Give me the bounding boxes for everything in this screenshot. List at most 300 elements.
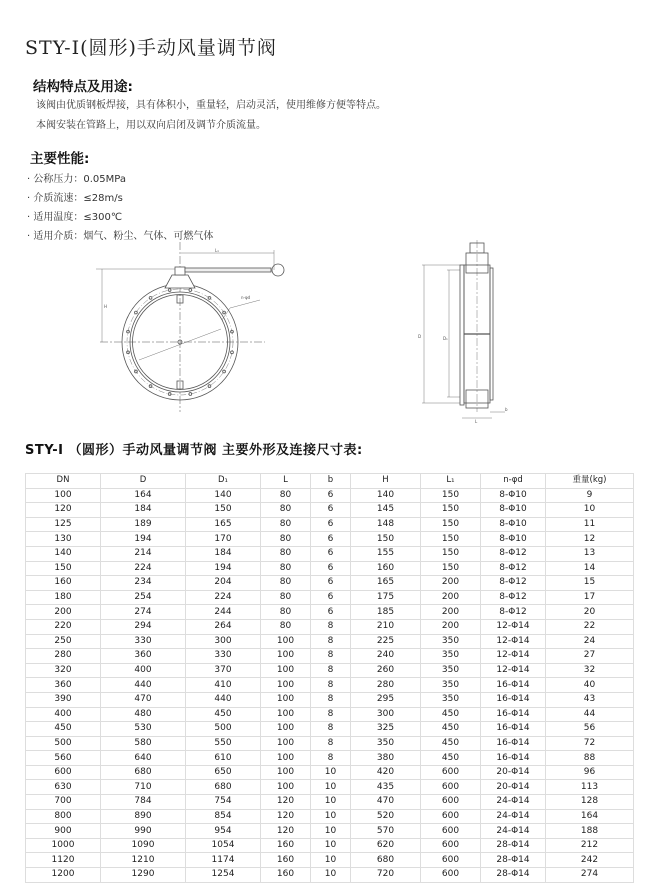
table-cell: 200: [421, 605, 481, 620]
table-cell: 125: [26, 517, 101, 532]
table-cell: 600: [421, 795, 481, 810]
table-row: [26, 663, 634, 678]
table-cell: 15: [546, 576, 634, 591]
table-cell: 12: [546, 532, 634, 547]
table-cell: 420: [351, 765, 421, 780]
table-cell: 325: [351, 722, 421, 737]
table-cell: 400: [101, 663, 186, 678]
table-cell: 350: [351, 736, 421, 751]
table-cell: 43: [546, 692, 634, 707]
table-cell: 27: [546, 649, 634, 664]
table-cell: 6: [311, 590, 351, 605]
table-cell: 8-Φ10: [481, 517, 546, 532]
table-cell: 155: [351, 546, 421, 561]
table-cell: 100: [261, 678, 311, 693]
table-cell: 9: [546, 488, 634, 503]
table-cell: 240: [351, 649, 421, 664]
table-cell: 6: [311, 532, 351, 547]
table-cell: 80: [261, 561, 311, 576]
page-title: STY-I(圆形)手动风量调节阀: [25, 37, 277, 59]
table-cell: 8-Φ12: [481, 590, 546, 605]
table-row: [26, 838, 634, 853]
table-cell: 350: [421, 663, 481, 678]
table-cell: 160: [261, 838, 311, 853]
table-cell: 360: [26, 678, 101, 693]
table-cell: 164: [101, 488, 186, 503]
table-cell: 10: [311, 795, 351, 810]
table-cell: 440: [101, 678, 186, 693]
table-cell: 224: [186, 590, 261, 605]
table-cell: 8-Φ12: [481, 576, 546, 591]
table-cell: 120: [261, 824, 311, 839]
table-cell: 8: [311, 663, 351, 678]
table-cell: 280: [26, 649, 101, 664]
table-cell: 150: [421, 503, 481, 518]
column-header: 重量(kg): [546, 474, 634, 489]
table-cell: 450: [186, 707, 261, 722]
table-cell: 600: [26, 765, 101, 780]
table-cell: 100: [26, 488, 101, 503]
table-cell: 450: [421, 751, 481, 766]
table-cell: 350: [421, 634, 481, 649]
table-cell: 600: [421, 853, 481, 868]
table-cell: 16-Φ14: [481, 692, 546, 707]
table-row: [26, 678, 634, 693]
table-cell: 214: [101, 546, 186, 561]
table-cell: 8: [311, 678, 351, 693]
table-cell: 390: [26, 692, 101, 707]
table-row: [26, 692, 634, 707]
table-row: [26, 619, 634, 634]
table-cell: 560: [26, 751, 101, 766]
table-cell: 8: [311, 736, 351, 751]
table-cell: 100: [261, 736, 311, 751]
table-cell: 189: [101, 517, 186, 532]
table-cell: 16-Φ14: [481, 751, 546, 766]
table-cell: 650: [186, 765, 261, 780]
table-cell: 100: [261, 780, 311, 795]
table-cell: 250: [26, 634, 101, 649]
table-cell: 212: [546, 838, 634, 853]
table-cell: 120: [261, 809, 311, 824]
table-cell: 520: [351, 809, 421, 824]
table-row: [26, 780, 634, 795]
table-cell: 680: [186, 780, 261, 795]
table-row: [26, 853, 634, 868]
column-header: DN: [26, 474, 101, 489]
table-cell: 113: [546, 780, 634, 795]
table-cell: 80: [261, 619, 311, 634]
table-cell: 170: [186, 532, 261, 547]
table-cell: 10: [311, 765, 351, 780]
table-cell: 440: [186, 692, 261, 707]
table-cell: 204: [186, 576, 261, 591]
structure-line-2: 本阀安装在管路上，用以双向启闭及调节介质流量。: [36, 120, 266, 131]
table-cell: 435: [351, 780, 421, 795]
table-cell: 56: [546, 722, 634, 737]
table-cell: 140: [186, 488, 261, 503]
table-cell: 450: [421, 707, 481, 722]
table-cell: 6: [311, 576, 351, 591]
table-cell: 680: [351, 853, 421, 868]
table-cell: 24: [546, 634, 634, 649]
table-cell: 16-Φ14: [481, 707, 546, 722]
table-cell: 754: [186, 795, 261, 810]
table-cell: 32: [546, 663, 634, 678]
table-cell: 1000: [26, 838, 101, 853]
table-cell: 370: [186, 663, 261, 678]
table-cell: 160: [261, 853, 311, 868]
table-cell: 100: [261, 722, 311, 737]
table-cell: 8-Φ12: [481, 546, 546, 561]
table-cell: 13: [546, 546, 634, 561]
table-cell: 620: [351, 838, 421, 853]
table-cell: 854: [186, 809, 261, 824]
dim-label-nd: n-φd: [241, 295, 251, 300]
table-cell: 12-Φ14: [481, 634, 546, 649]
table-cell: 610: [186, 751, 261, 766]
table-cell: 330: [101, 634, 186, 649]
table-cell: 10: [311, 809, 351, 824]
table-cell: 450: [421, 722, 481, 737]
table-cell: 8: [311, 634, 351, 649]
table-cell: 130: [26, 532, 101, 547]
table-cell: 16-Φ14: [481, 736, 546, 751]
table-cell: 8-Φ10: [481, 503, 546, 518]
table-cell: 954: [186, 824, 261, 839]
table-cell: 175: [351, 590, 421, 605]
table-row: [26, 795, 634, 810]
table-row: [26, 576, 634, 591]
table-cell: 320: [26, 663, 101, 678]
table-row: [26, 765, 634, 780]
table-cell: 140: [26, 546, 101, 561]
column-header: D: [101, 474, 186, 489]
table-cell: 20: [546, 605, 634, 620]
table-row: [26, 868, 634, 883]
table-cell: 80: [261, 590, 311, 605]
table-cell: 244: [186, 605, 261, 620]
table-cell: 8: [311, 751, 351, 766]
table-cell: 260: [351, 663, 421, 678]
table-cell: 145: [351, 503, 421, 518]
table-row: [26, 605, 634, 620]
table-cell: 188: [546, 824, 634, 839]
bolt-hole: [135, 311, 138, 314]
bolt-hole: [208, 385, 211, 388]
table-cell: 12-Φ14: [481, 663, 546, 678]
table-cell: 274: [546, 868, 634, 883]
table-cell: 6: [311, 561, 351, 576]
table-cell: 100: [261, 707, 311, 722]
side-view: [418, 240, 508, 424]
table-row: [26, 707, 634, 722]
table-cell: 990: [101, 824, 186, 839]
table-cell: 640: [101, 751, 186, 766]
table-cell: 200: [26, 605, 101, 620]
bolt-hole: [149, 297, 152, 300]
table-cell: 80: [261, 517, 311, 532]
table-cell: 8: [311, 649, 351, 664]
table-row: [26, 488, 634, 503]
table-cell: 10: [311, 780, 351, 795]
table-cell: 100: [261, 663, 311, 678]
table-cell: 480: [101, 707, 186, 722]
table-cell: 1054: [186, 838, 261, 853]
table-cell: 150: [421, 517, 481, 532]
table-row: [26, 503, 634, 518]
table-cell: 470: [351, 795, 421, 810]
table-cell: 88: [546, 751, 634, 766]
table-cell: 184: [101, 503, 186, 518]
table-cell: 450: [26, 722, 101, 737]
table-cell: 450: [421, 736, 481, 751]
dim-label-b: b: [505, 407, 508, 412]
table-cell: 1120: [26, 853, 101, 868]
dim-label-h: H: [104, 304, 108, 309]
column-header: L: [261, 474, 311, 489]
table-cell: 40: [546, 678, 634, 693]
table-cell: 600: [421, 765, 481, 780]
table-cell: 8: [311, 722, 351, 737]
table-cell: 1090: [101, 838, 186, 853]
table-cell: 380: [351, 751, 421, 766]
table-cell: 470: [101, 692, 186, 707]
table-cell: 300: [351, 707, 421, 722]
valve-drawing: [0, 240, 650, 435]
table-cell: 24-Φ14: [481, 824, 546, 839]
table-cell: 8: [311, 707, 351, 722]
table-cell: 165: [351, 576, 421, 591]
table-cell: 300: [186, 634, 261, 649]
table-cell: 16-Φ14: [481, 722, 546, 737]
table-cell: 150: [421, 546, 481, 561]
table-row: [26, 532, 634, 547]
table-cell: 225: [351, 634, 421, 649]
table-cell: 100: [261, 692, 311, 707]
table-cell: 10: [546, 503, 634, 518]
table-cell: 294: [101, 619, 186, 634]
table-cell: 224: [101, 561, 186, 576]
table-title: STY-I （圆形）手动风量调节阀 主要外形及连接尺寸表:: [25, 443, 363, 458]
table-cell: 10: [311, 868, 351, 883]
table-cell: 140: [351, 488, 421, 503]
table-row: [26, 517, 634, 532]
table-cell: 600: [421, 780, 481, 795]
table-cell: 890: [101, 809, 186, 824]
table-cell: 24-Φ14: [481, 795, 546, 810]
table-cell: 185: [351, 605, 421, 620]
table-cell: 128: [546, 795, 634, 810]
table-row: [26, 722, 634, 737]
table-cell: 20-Φ14: [481, 780, 546, 795]
table-cell: 150: [421, 532, 481, 547]
front-view: [96, 242, 284, 412]
table-cell: 100: [261, 765, 311, 780]
table-cell: 148: [351, 517, 421, 532]
table-cell: 600: [421, 838, 481, 853]
table-cell: 96: [546, 765, 634, 780]
table-cell: 80: [261, 576, 311, 591]
table-cell: 570: [351, 824, 421, 839]
table-cell: 8: [311, 692, 351, 707]
dimension-table: [25, 473, 634, 883]
structure-line-1: 该阀由优质钢板焊接，具有体积小，重量轻，启动灵活，使用维修方便等特点。: [36, 100, 386, 111]
table-cell: 350: [421, 678, 481, 693]
table-cell: 184: [186, 546, 261, 561]
table-cell: 80: [261, 546, 311, 561]
table-cell: 242: [546, 853, 634, 868]
table-cell: 550: [186, 736, 261, 751]
table-cell: 100: [261, 649, 311, 664]
table-cell: 150: [351, 532, 421, 547]
table-cell: 200: [421, 590, 481, 605]
table-cell: 234: [101, 576, 186, 591]
performance-item: · 适用温度：≤300℃: [27, 212, 123, 223]
table-row: [26, 561, 634, 576]
table-row: [26, 590, 634, 605]
table-cell: 6: [311, 517, 351, 532]
table-cell: 6: [311, 546, 351, 561]
column-header: L₁: [421, 474, 481, 489]
table-cell: 220: [26, 619, 101, 634]
table-cell: 17: [546, 590, 634, 605]
table-cell: 165: [186, 517, 261, 532]
table-row: [26, 649, 634, 664]
table-cell: 80: [261, 605, 311, 620]
table-cell: 630: [26, 780, 101, 795]
table-cell: 120: [26, 503, 101, 518]
table-cell: 1174: [186, 853, 261, 868]
table-row: [26, 736, 634, 751]
table-cell: 800: [26, 809, 101, 824]
table-cell: 720: [351, 868, 421, 883]
table-cell: 210: [351, 619, 421, 634]
table-cell: 80: [261, 503, 311, 518]
table-cell: 28-Φ14: [481, 838, 546, 853]
table-cell: 150: [421, 561, 481, 576]
dim-label-d1: D₁: [443, 336, 448, 341]
table-cell: 8-Φ10: [481, 488, 546, 503]
table-cell: 500: [26, 736, 101, 751]
table-cell: 150: [186, 503, 261, 518]
table-cell: 24-Φ14: [481, 809, 546, 824]
table-cell: 160: [26, 576, 101, 591]
table-cell: 11: [546, 517, 634, 532]
table-cell: 22: [546, 619, 634, 634]
table-cell: 1290: [101, 868, 186, 883]
table-cell: 10: [311, 853, 351, 868]
table-cell: 14: [546, 561, 634, 576]
dim-label-d: D: [418, 334, 422, 339]
table-cell: 12-Φ14: [481, 619, 546, 634]
table-cell: 680: [101, 765, 186, 780]
table-cell: 254: [101, 590, 186, 605]
table-cell: 1200: [26, 868, 101, 883]
table-cell: 600: [421, 868, 481, 883]
dim-label-l: L: [475, 419, 478, 424]
table-cell: 280: [351, 678, 421, 693]
table-cell: 10: [311, 824, 351, 839]
table-cell: 164: [546, 809, 634, 824]
table-cell: 600: [421, 824, 481, 839]
table-cell: 784: [101, 795, 186, 810]
table-cell: 6: [311, 488, 351, 503]
table-row: [26, 824, 634, 839]
table-cell: 410: [186, 678, 261, 693]
table-cell: 12-Φ14: [481, 649, 546, 664]
table-cell: 8-Φ12: [481, 605, 546, 620]
table-cell: 6: [311, 503, 351, 518]
table-cell: 194: [101, 532, 186, 547]
table-cell: 360: [101, 649, 186, 664]
table-cell: 28-Φ14: [481, 853, 546, 868]
table-cell: 500: [186, 722, 261, 737]
table-cell: 264: [186, 619, 261, 634]
performance-heading: 主要性能:: [30, 151, 90, 167]
dim-label-l1: L₁: [215, 248, 219, 253]
table-cell: 10: [311, 838, 351, 853]
table-cell: 100: [261, 634, 311, 649]
table-cell: 28-Φ14: [481, 868, 546, 883]
table-row: [26, 809, 634, 824]
table-cell: 44: [546, 707, 634, 722]
table-cell: 160: [351, 561, 421, 576]
table-cell: 8-Φ10: [481, 532, 546, 547]
performance-item: · 公称压力：0.05MPa: [27, 174, 126, 185]
column-header: n-φd: [481, 474, 546, 489]
table-cell: 150: [26, 561, 101, 576]
table-cell: 20-Φ14: [481, 765, 546, 780]
performance-item: · 适用介质：烟气、粉尘、气体、可燃气体: [27, 231, 214, 242]
table-cell: 1210: [101, 853, 186, 868]
table-cell: 400: [26, 707, 101, 722]
table-cell: 330: [186, 649, 261, 664]
table-cell: 120: [261, 795, 311, 810]
table-cell: 80: [261, 532, 311, 547]
table-cell: 180: [26, 590, 101, 605]
column-header: H: [351, 474, 421, 489]
table-header-row: [26, 474, 634, 489]
table-row: [26, 546, 634, 561]
table-cell: 295: [351, 692, 421, 707]
column-header: b: [311, 474, 351, 489]
table-cell: 200: [421, 576, 481, 591]
table-cell: 700: [26, 795, 101, 810]
table-cell: 8: [311, 619, 351, 634]
performance-item: · 介质流速：≤28m/s: [27, 193, 123, 204]
table-cell: 900: [26, 824, 101, 839]
table-cell: 160: [261, 868, 311, 883]
bolt-hole: [223, 370, 226, 373]
table-cell: 150: [421, 488, 481, 503]
table-cell: 274: [101, 605, 186, 620]
table-cell: 194: [186, 561, 261, 576]
table-cell: 6: [311, 605, 351, 620]
table-cell: 72: [546, 736, 634, 751]
column-header: D₁: [186, 474, 261, 489]
table-cell: 8-Φ12: [481, 561, 546, 576]
table-row: [26, 751, 634, 766]
table-row: [26, 634, 634, 649]
table-cell: 350: [421, 649, 481, 664]
table-cell: 350: [421, 692, 481, 707]
table-cell: 1254: [186, 868, 261, 883]
table-cell: 600: [421, 809, 481, 824]
table-cell: 100: [261, 751, 311, 766]
table-cell: 580: [101, 736, 186, 751]
table-cell: 80: [261, 488, 311, 503]
